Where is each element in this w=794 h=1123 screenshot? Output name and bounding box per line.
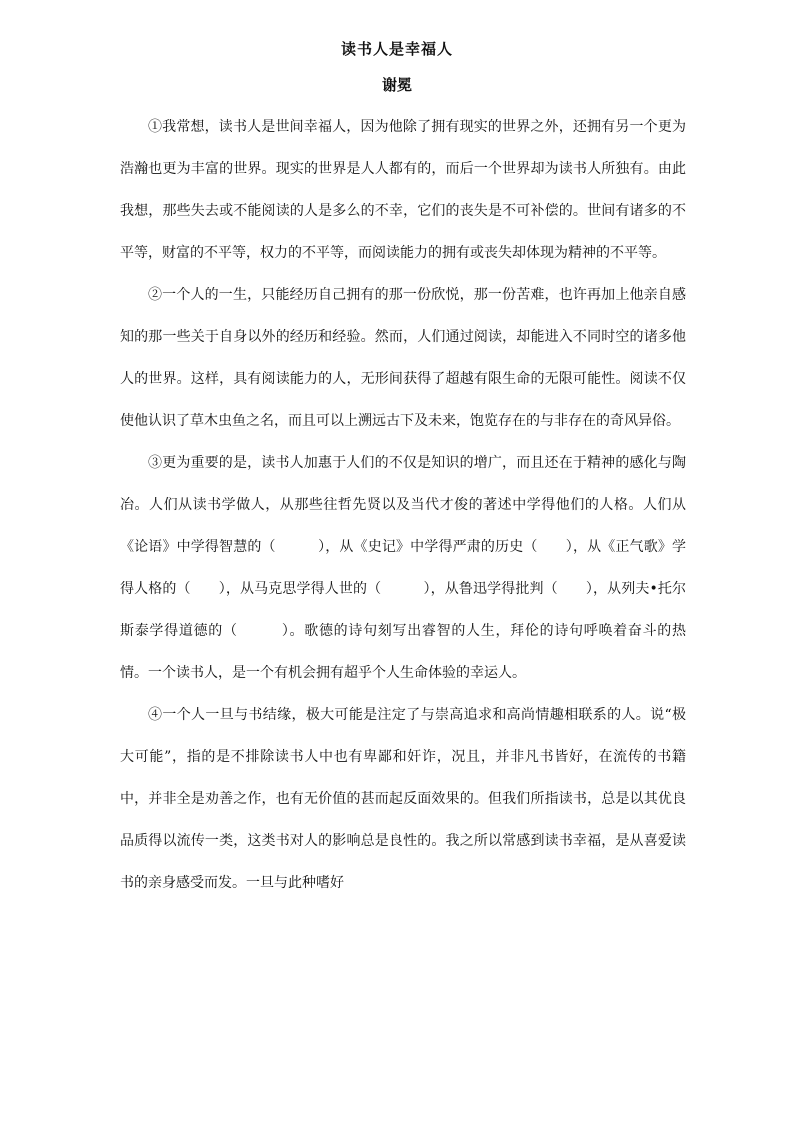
- document-author: 谢冕: [381, 76, 412, 94]
- document-body: [120, 106, 686, 904]
- paragraph-2: ②一个人的一生，只能经历自己拥有的那一份欣悦，那一份苦难，也许再加上他亲自感知的那一些关于自身以外的经历和经验。然而，人们通过阅读，却能进入不同时空的诸多他人的世界。这样，具有阅读能力的人，无形间获得了超越有限生命的无限可能性。阅读不仅使他认识了草木虫鱼之名，而且可以上溯远古下及未来，饱览存在的与非存在的奇风异俗。: [120, 287, 686, 429]
- paragraph-1: ①我常想，读书人是世间幸福人，因为他除了拥有现实的世界之外，还拥有另一个更为浩瀚也更为丰富的世界。现实的世界是人人都有的，而后一个世界却为读书人所独有。由此我想，那些失去或不能阅读的人是多么的不幸，它们的丧失是不可补偿的。世间有诸多的不平等，财富的不平等，权力的不平等，而阅读能力的拥有或丧失却体现为精神的不平等。: [120, 119, 686, 261]
- paragraph-3: ③更为重要的是，读书人加惠于人们的不仅是知识的增广，而且还在于精神的感化与陶冶。人们从读书学做人，从那些往哲先贤以及当代才俊的著述中学得他们的人格。人们从《论语》中学得智慧的（ ），从《史记》中学得严肃的历史（ ），从《正气歌》学得人格的（ ），从马克思学得人世的（ ），从鲁迅学得批判（ ），从列夫•托尔斯泰学得道德的（ ）。歌德的诗句刻写出睿智的人生，拜伦的诗句呼唤着奋斗的热情。一个读书人，是一个有机会拥有超乎个人生命体验的幸运人。: [120, 455, 686, 681]
- document-title: 读书人是幸福人: [340, 40, 453, 58]
- paragraph-4: ④一个人一旦与书结缘，极大可能是注定了与崇高追求和高尚情趣相联系的人。说“极大可能”，指的是不排除读书人中也有卑鄙和奸诈，况且，并非凡书皆好，在流传的书籍中，并非全是劝善之作，也有无价值的甚而起反面效果的。但我们所指读书，总是以其优良品质得以流传一类，这类书对人的影响总是良性的。我之所以常感到读书幸福，是从喜爱读书的亲身感受而发。一旦与此种嗜好: [120, 707, 686, 891]
